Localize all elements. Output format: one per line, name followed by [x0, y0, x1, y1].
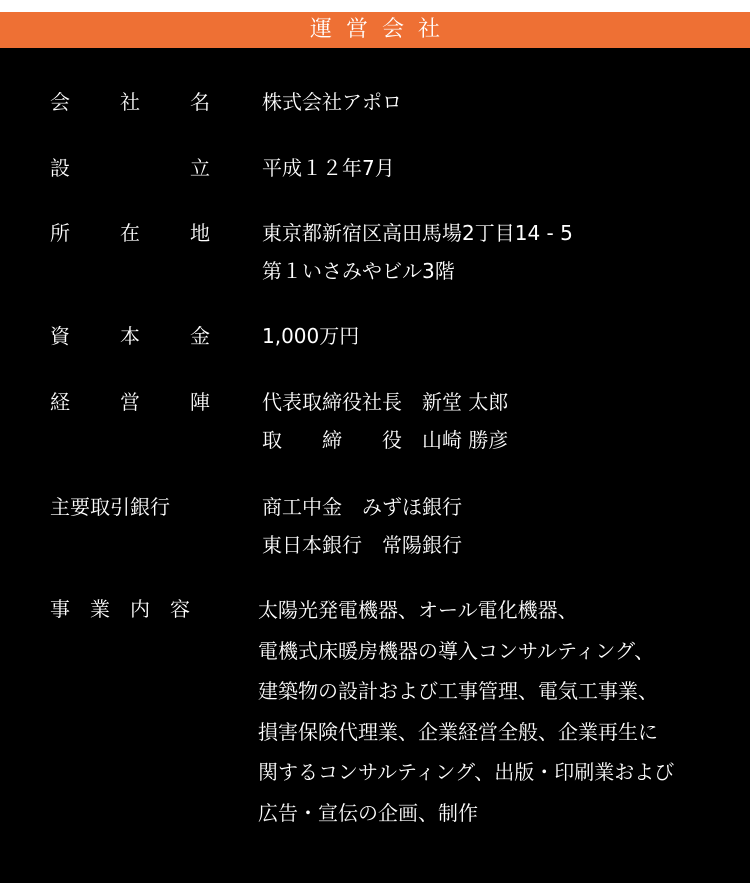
management-line: 代表取締役社長 新堂 太郎 — [262, 390, 509, 414]
banks-label: 主要取引銀行 — [50, 495, 170, 519]
management-value — [262, 383, 508, 459]
founded-label: 設 立 — [50, 156, 210, 180]
business-line: 建築物の設計および工事管理、電気工事業、 — [258, 679, 658, 703]
section-title: 運営会社 — [309, 17, 454, 42]
business-value — [258, 590, 674, 833]
banks-value — [262, 488, 462, 564]
business-line: 太陽光発電機器、オール電化機器、 — [258, 598, 578, 622]
company-name-label: 会 社 名 — [50, 90, 210, 114]
business-line: 広告・宣伝の企画、制作 — [258, 800, 478, 825]
company-name-value: 株式会社アポロ — [262, 90, 402, 114]
management-label: 経 営 陣 — [50, 390, 210, 414]
business-line: 電機式床暖房機器の導入コンサルティング、 — [258, 638, 655, 663]
founded-value: 平成１２年7月 — [262, 156, 395, 180]
capital-label: 資 本 金 — [50, 324, 210, 348]
business-label: 事 業 内 容 — [50, 597, 190, 621]
business-line: 関するコンサルティング、出版・印刷業および — [258, 760, 675, 784]
management-line: 取 締 役 山崎 勝彦 — [262, 428, 509, 452]
address-line: 東京都新宿区高田馬場2丁目14 - 5 — [262, 221, 573, 245]
address-line: 第１いさみやビル3階 — [262, 259, 455, 283]
capital-value: 1,000万円 — [262, 324, 360, 348]
bank-line: 東日本銀行 常陽銀行 — [262, 533, 462, 557]
address-label: 所 在 地 — [50, 221, 210, 245]
business-line: 損害保険代理業、企業経営全般、企業再生に — [258, 719, 658, 744]
address-value — [262, 214, 573, 290]
bank-line: 商工中金 みずほ銀行 — [262, 495, 462, 519]
